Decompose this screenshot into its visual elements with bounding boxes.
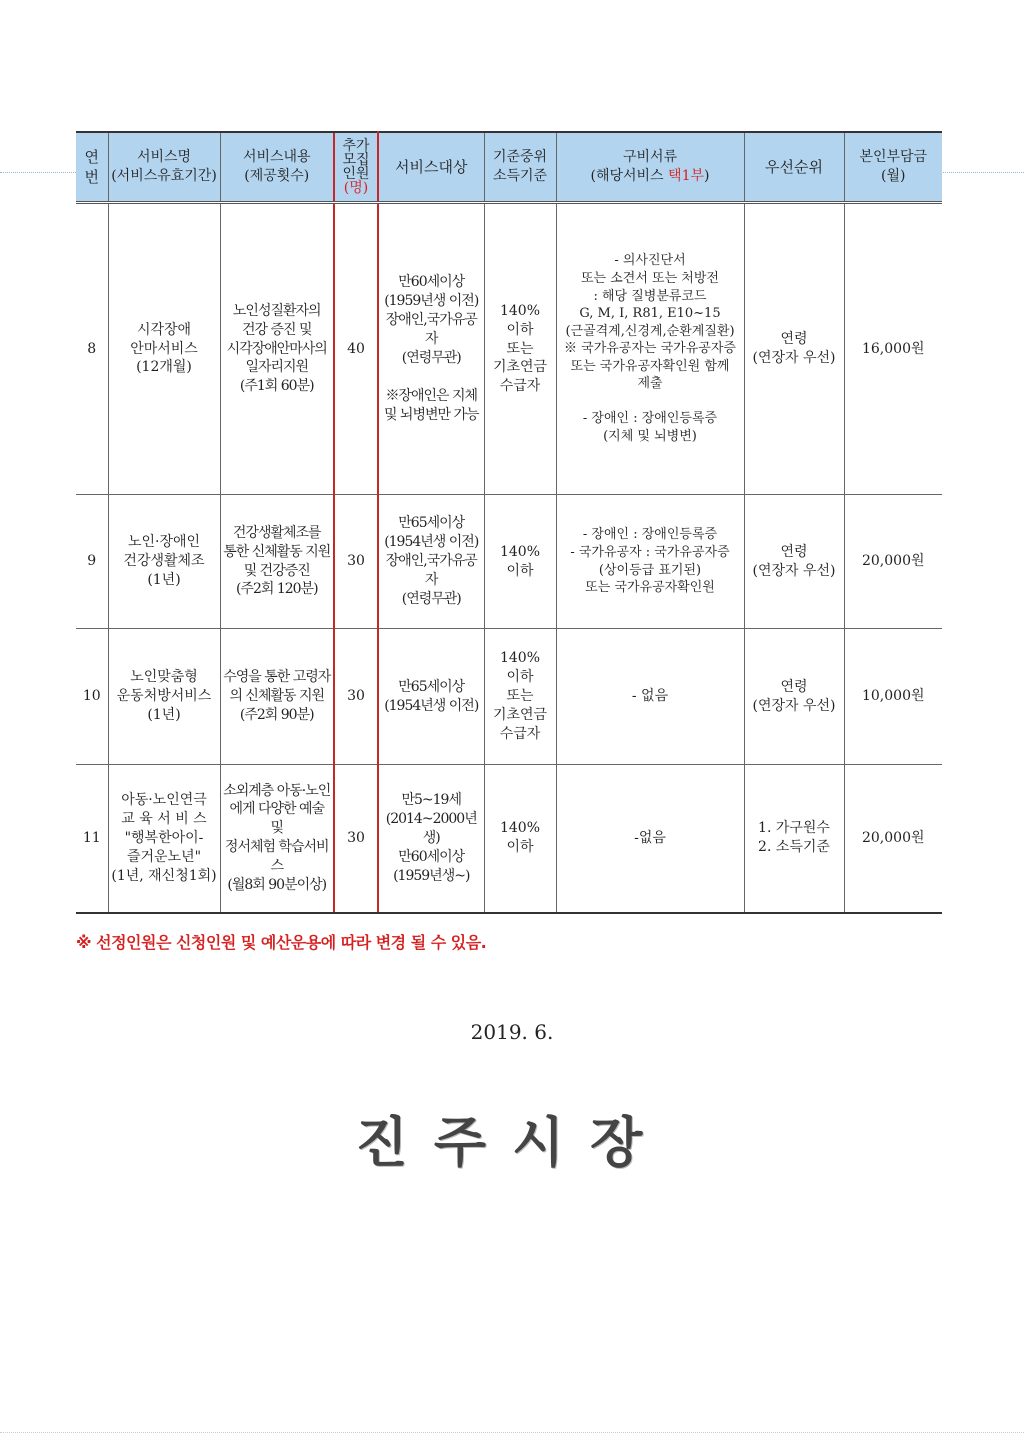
cell-priority-line: (연장자 우선) <box>752 697 836 714</box>
cell-target-line: ※장애인은 지체 <box>385 387 478 404</box>
cell-service-content-line: 일자리지원 <box>245 359 309 376</box>
cell-docs-line: - 장애인 : 장애인등록증 <box>582 411 718 427</box>
cell-docs-line: : 해당 질병분류코드 <box>593 288 707 304</box>
cell-recruit <box>334 629 378 765</box>
cell-income <box>484 629 556 765</box>
cell-income-line: 이하 <box>506 839 534 856</box>
cell-income-line: 이하 <box>506 562 534 579</box>
cell-target-line: 만60세이상 <box>398 274 465 291</box>
cell-service-name-line: 노인·장애인 <box>127 534 201 551</box>
cell-no <box>76 495 108 629</box>
header-income: 기준중위 소득기준 <box>484 132 556 203</box>
cell-no-value: 8 <box>87 340 97 357</box>
cell-income-line: 수급자 <box>499 378 541 395</box>
cell-service-content-line: (주2회 90분) <box>239 706 314 723</box>
cell-fee <box>844 495 942 629</box>
cell-docs-line: (근골격계,신경계,순환계질환) <box>565 323 735 339</box>
cell-docs-line: G, M, I, R81, E10~15 <box>579 306 721 322</box>
cell-income-line: 이하 <box>506 669 534 686</box>
cell-priority-line: (연장자 우선) <box>752 350 836 366</box>
cell-docs-line: -없음 <box>634 829 666 846</box>
cell-target-line: 및 뇌병변만 가능 <box>383 406 479 423</box>
header-service-content: 서비스내용 (제공횟수) <box>220 132 334 203</box>
header-docs: 구비서류 (해당서비스 택1부) <box>556 132 744 203</box>
cell-service-content-line: 건강 증진 및 <box>241 321 312 338</box>
cell-target-line: 만60세이상 <box>398 848 465 865</box>
cell-service-name-line: 안마서비스 <box>130 340 198 357</box>
table-row <box>76 203 942 495</box>
cell-service-name <box>108 629 220 765</box>
cell-service-content-line: (주2회 120분) <box>235 581 318 598</box>
cell-service-content-line: (월8회 90분이상) <box>227 877 327 894</box>
cell-fee-value: 10,000원 <box>861 688 925 705</box>
cell-no <box>76 629 108 765</box>
cell-docs-line: - 국가유공자 : 국가유공자증 <box>570 544 730 560</box>
cell-target <box>378 629 484 765</box>
cell-docs-line: 또는 소견서 또는 처방전 <box>581 271 719 287</box>
cell-service-name-line: 노인맞춤형 <box>130 669 198 686</box>
cell-recruit-value: 30 <box>347 688 365 705</box>
cell-service-name-line: (1년) <box>147 706 181 723</box>
cell-income-line: 140% <box>499 820 541 837</box>
cell-service-content-line: 에게 다양한 예술 및 <box>229 801 325 837</box>
cell-recruit <box>334 765 378 913</box>
cell-target-line: (1954년생 이전) <box>384 697 479 714</box>
cell-docs-line: ※ 국가유공자는 국가유공자증 <box>564 341 736 357</box>
cell-income-line: 140% <box>499 650 541 667</box>
cell-target-line: (1959년생 이전) <box>384 293 479 310</box>
cell-service-content-line: 의 신체활동 지원 <box>229 688 325 705</box>
header-fee: 본인부담금 (월) <box>844 132 942 203</box>
cell-target-line <box>381 368 482 387</box>
cell-service-content-line: 및 건강증진 <box>243 562 310 579</box>
cell-target-line: 장애인,국가유공자 <box>385 312 477 348</box>
cell-income-line: 또는 <box>506 688 534 705</box>
cell-docs <box>556 495 744 629</box>
cell-priority-line: (연장자 우선) <box>752 562 836 579</box>
cell-target-line: (2014~2000년생) <box>385 810 477 846</box>
header-no: 연번 <box>76 132 108 203</box>
cell-fee-value: 20,000원 <box>861 829 925 846</box>
table-header-row <box>76 132 942 203</box>
document-date: 2019. 6. <box>470 1020 554 1044</box>
cell-docs-line: (상이등급 표기된) <box>598 562 702 578</box>
cell-target-line: (연령무관) <box>401 350 461 366</box>
cell-service-content-line: 노인성질환자의 <box>232 302 321 319</box>
table-row <box>76 495 942 629</box>
cell-target <box>378 765 484 913</box>
cell-service-content <box>220 203 334 495</box>
cell-docs-line: - 장애인 : 장애인등록증 <box>582 527 718 543</box>
organization-name: 진주시장 <box>355 1111 669 1174</box>
cell-priority <box>744 629 844 765</box>
cell-docs <box>556 629 744 765</box>
cell-target-line: 장애인,국가유공자 <box>385 553 477 588</box>
cell-service-name-line: 아동·노인연극 <box>121 792 207 809</box>
cell-income-line: 이하 <box>506 321 534 338</box>
selection-note: ※ 선정인원은 신청인원 및 예산운용에 따라 변경 될 수 있음. <box>76 933 487 952</box>
header-priority: 우선순위 <box>744 132 844 203</box>
cell-no-value: 10 <box>82 688 101 705</box>
cell-recruit <box>334 495 378 629</box>
cell-service-content-line: 수영을 통한 고령자 <box>223 669 331 686</box>
cell-income-line: 수급자 <box>499 725 541 742</box>
cell-fee <box>844 765 942 913</box>
cell-docs-line: - 의사진단서 <box>614 253 686 269</box>
cell-target-line: (연령무관) <box>401 590 461 607</box>
table-row <box>76 629 942 765</box>
cell-service-content-line: 통한 신체활동 지원 <box>223 543 331 560</box>
cell-docs <box>556 203 744 495</box>
footer-guide-line <box>0 1432 1024 1433</box>
cell-service-content-line: 건강생활체조를 <box>232 524 321 541</box>
cell-fee <box>844 629 942 765</box>
cell-target-line: 만5~19세 <box>401 792 461 809</box>
cell-service-content <box>220 629 334 765</box>
cell-recruit <box>334 203 378 495</box>
cell-priority <box>744 765 844 913</box>
cell-service-name-line: 운동처방서비스 <box>116 688 212 705</box>
cell-docs-line: 또는 국가유공자확인원 함께 <box>570 358 730 374</box>
docs-select-one: 택1부 <box>668 168 705 184</box>
cell-service-content-line: 소외계층 아동·노인 <box>223 782 331 799</box>
header-target: 서비스대상 <box>378 132 484 203</box>
cell-service-name <box>108 765 220 913</box>
cell-no <box>76 203 108 495</box>
cell-target-line: 만65세이상 <box>398 515 465 532</box>
cell-service-name <box>108 495 220 629</box>
cell-priority <box>744 203 844 495</box>
cell-service-name-line: (1년, 재신청1회) <box>111 867 217 884</box>
cell-income-line: 140% <box>499 543 541 560</box>
cell-service-name-line: 교 육 서 비 스 <box>121 810 207 827</box>
cell-priority-line: 연령 <box>780 678 808 695</box>
cell-priority-line: 연령 <box>780 543 808 560</box>
cell-service-content-line: 시각장애안마사의 <box>226 340 327 357</box>
cell-docs-line: 제출 <box>637 376 663 392</box>
cell-fee <box>844 203 942 495</box>
cell-no <box>76 765 108 913</box>
cell-service-name-line: 즐거운노년" <box>126 848 202 865</box>
cell-priority <box>744 495 844 629</box>
header-recruit: 추가 모집 인원 (명) <box>334 132 378 203</box>
cell-service-content-line: 정서체험 학습서비스 <box>224 839 329 875</box>
cell-no-value: 11 <box>82 829 101 846</box>
cell-fee-value: 20,000원 <box>861 553 925 570</box>
cell-target-line: (1959년생~) <box>393 867 470 884</box>
cell-recruit-value: 30 <box>347 829 365 846</box>
cell-income-line: 140% <box>499 302 541 319</box>
cell-no-value: 9 <box>87 553 97 570</box>
cell-service-name-line: (1년) <box>147 571 181 588</box>
cell-service-name-line: 건강생활체조 <box>123 553 205 570</box>
cell-target-line: 만65세이상 <box>398 678 465 695</box>
cell-income <box>484 203 556 495</box>
cell-target <box>378 203 484 495</box>
cell-income <box>484 765 556 913</box>
cell-docs-line: - 없음 <box>631 688 669 705</box>
cell-docs <box>556 765 744 913</box>
cell-priority-line: 2. 소득기준 <box>758 839 830 856</box>
cell-service-name-line: (12개월) <box>136 359 192 376</box>
cell-income-line: 기초연금 <box>492 359 548 376</box>
cell-fee-value: 16,000원 <box>861 340 925 357</box>
cell-service-name <box>108 203 220 495</box>
cell-docs-line: (지체 및 뇌병변) <box>603 428 697 444</box>
service-table <box>76 131 942 914</box>
cell-service-content-line: (주1회 60분) <box>239 378 314 395</box>
cell-service-name-line: 시각장애 <box>136 321 192 338</box>
cell-recruit-value: 30 <box>347 553 365 570</box>
cell-service-name-line: "행복한아이- <box>124 829 204 846</box>
cell-recruit-value: 40 <box>347 340 365 357</box>
cell-target-line: (1954년생 이전) <box>384 534 479 551</box>
cell-priority-line: 연령 <box>780 331 808 348</box>
cell-income-line: 또는 <box>506 340 534 357</box>
cell-income <box>484 495 556 629</box>
table-row <box>76 765 942 913</box>
cell-docs-line <box>559 393 742 411</box>
header-service-name: 서비스명 (서비스유효기간) <box>108 132 220 203</box>
cell-income-line: 기초연금 <box>492 706 548 723</box>
cell-target <box>378 495 484 629</box>
cell-priority-line: 1. 가구원수 <box>758 820 830 837</box>
cell-service-content <box>220 495 334 629</box>
cell-service-content <box>220 765 334 913</box>
cell-docs-line: 또는 국가유공자확인원 <box>585 580 715 596</box>
